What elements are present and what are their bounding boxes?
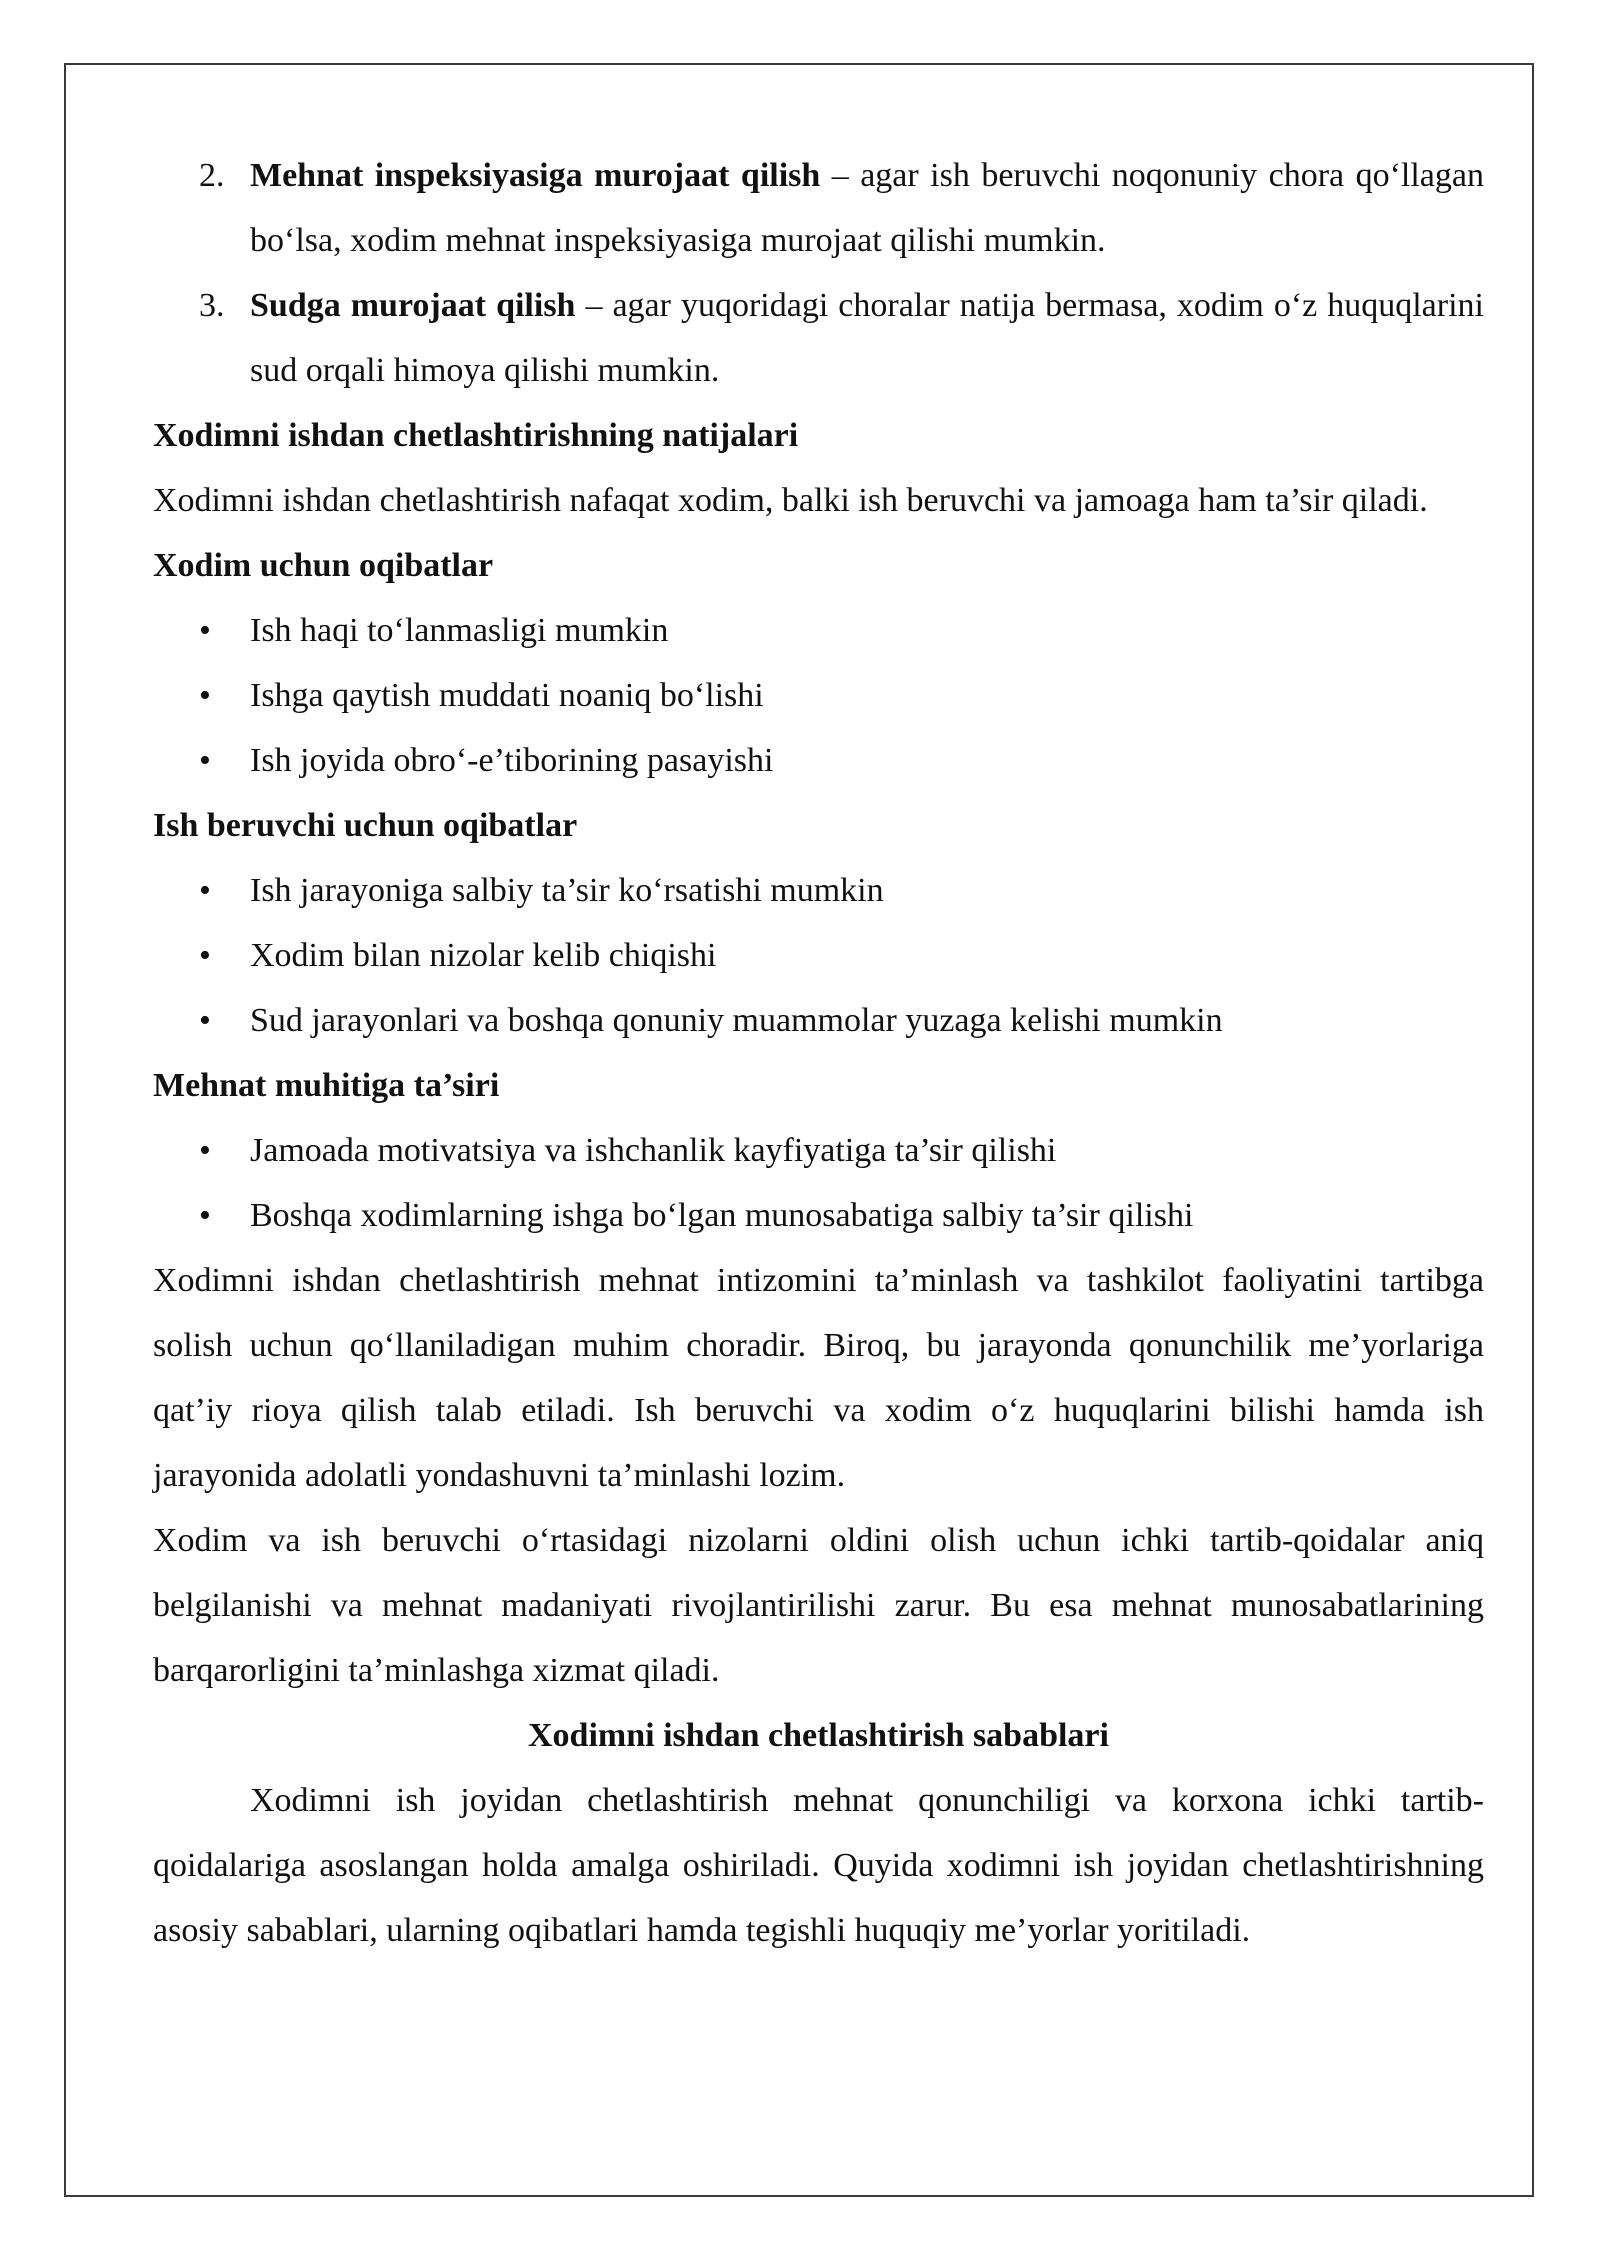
reasons-paragraph: Xodimni ish joyidan chetlashtirish mehnat qonunchiligi va korxona ichki tartib-qoidalariga asoslangan holda amalga oshiriladi. Quyida xodimni ish joyidan chetlashtirishning asosiy sabablari, ularning oqibatlari hamda tegishli huquqiy me’yorlar yoritiladi. <box>153 1782 1484 1949</box>
item-text: – agar ish beruvchi noqonuniy chora qo‘llagan bo‘lsa, xodim mehnat inspeksiyasiga murojaat qilishi mumkin. <box>250 157 1484 259</box>
bullet-icon: • <box>199 1132 211 1169</box>
section-heading-environment: Mehnat muhitiga ta’siri <box>153 1067 500 1104</box>
document-body <box>153 143 1484 1963</box>
bullet-icon: • <box>199 872 211 909</box>
bullet-icon: • <box>199 937 211 974</box>
list-item <box>153 598 1484 663</box>
conclusion-paragraph-2: Xodim va ish beruvchi o‘rtasidagi nizolarni oldini olish uchun ichki tartib-qoidalar aniq belgilanishi va mehnat madaniyati rivojlantirilishi zarur. Bu esa mehnat munosabatlarining barqarorligini ta’minlashga xizmat qiladi. <box>153 1522 1484 1689</box>
list-item-text: Ishga qaytish muddati noaniq bo‘lishi <box>250 677 764 714</box>
bullet-icon: • <box>199 1002 211 1039</box>
item-number: 3. <box>199 287 225 324</box>
list-item-text: Sud jarayonlari va boshqa qonuniy muammolar yuzaga kelishi mumkin <box>250 1002 1223 1039</box>
numbered-item-3 <box>153 273 1484 403</box>
section-heading-employee: Xodim uchun oqibatlar <box>153 547 494 584</box>
item-number: 2. <box>199 157 225 194</box>
list-item <box>153 663 1484 728</box>
results-paragraph: Xodimni ishdan chetlashtirish nafaqat xodim, balki ish beruvchi va jamoaga ham ta’sir qiladi. <box>153 482 1428 519</box>
list-item-text: Jamoada motivatsiya va ishchanlik kayfiyatiga ta’sir qilishi <box>250 1132 1057 1169</box>
bullet-icon: • <box>199 742 211 779</box>
list-item <box>153 728 1484 793</box>
numbered-item-2 <box>153 143 1484 273</box>
item-text: – agar yuqoridagi choralar natija bermasa, xodim o‘z huquqlarini sud orqali himoya qilishi mumkin. <box>250 287 1484 389</box>
item-title: Mehnat inspeksiyasiga murojaat qilish <box>250 157 821 194</box>
list-item <box>153 1118 1484 1183</box>
list-item <box>153 1183 1484 1248</box>
conclusion-paragraph-1: Xodimni ishdan chetlashtirish mehnat intizomini ta’minlash va tashkilot faoliyatini tartibga solish uchun qo‘llaniladigan muhim choradir. Biroq, bu jarayonda qonunchilik me’yorlariga qat’iy rioya qilish talab etiladi. Ish beruvchi va xodim o‘z huquqlarini bilishi hamda ish jarayonida adolatli yondashuvni ta’minlashi lozim. <box>153 1262 1484 1494</box>
employer-consequences-list <box>153 858 1484 1053</box>
list-item <box>153 858 1484 923</box>
list-item <box>153 923 1484 988</box>
section-title-reasons: Xodimni ishdan chetlashtirish sabablari <box>528 1717 1109 1754</box>
list-item-text: Xodim bilan nizolar kelib chiqishi <box>250 937 717 974</box>
employee-consequences-list <box>153 598 1484 793</box>
bullet-icon: • <box>199 612 211 649</box>
section-heading-results: Xodimni ishdan chetlashtirishning natijalari <box>153 417 799 454</box>
bullet-icon: • <box>199 677 211 714</box>
bullet-icon: • <box>199 1197 211 1234</box>
list-item-text: Ish joyida obro‘-e’tiborining pasayishi <box>250 742 774 779</box>
list-item-text: Ish haqi to‘lanmasligi mumkin <box>250 612 669 649</box>
section-heading-employer: Ish beruvchi uchun oqibatlar <box>153 807 578 844</box>
list-item <box>153 988 1484 1053</box>
list-item-text: Boshqa xodimlarning ishga bo‘lgan munosabatiga salbiy ta’sir qilishi <box>250 1197 1194 1234</box>
environment-effects-list <box>153 1118 1484 1248</box>
item-title: Sudga murojaat qilish <box>250 287 576 324</box>
list-item-text: Ish jarayoniga salbiy ta’sir ko‘rsatishi mumkin <box>250 872 884 909</box>
